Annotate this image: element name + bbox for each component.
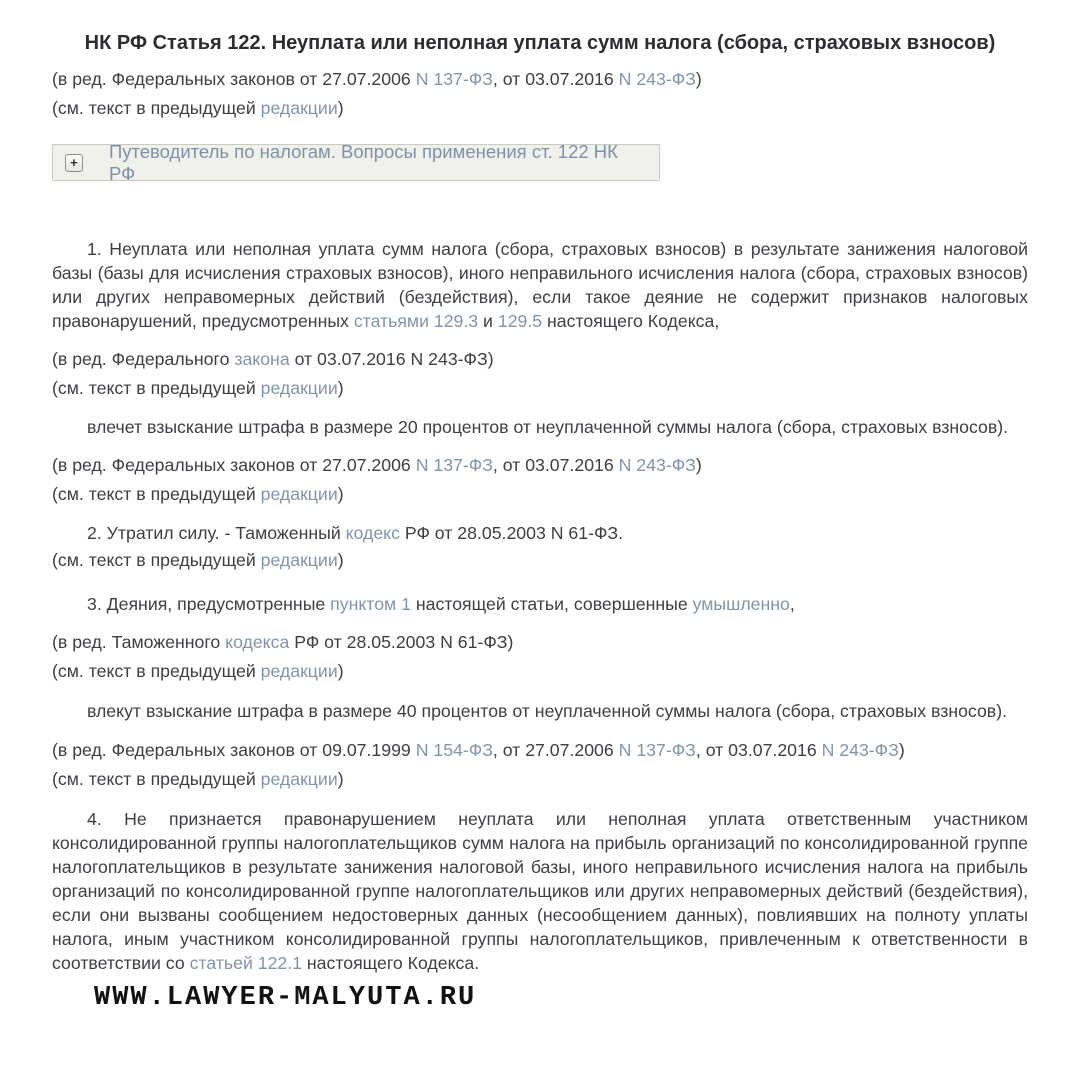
- text-segment: ): [695, 69, 702, 89]
- article-paragraph-3: [52, 592, 1028, 616]
- text-segment: ): [337, 378, 344, 398]
- inline-link[interactable]: редакции: [260, 550, 338, 570]
- text-segment: (см. текст в предыдущей: [52, 484, 261, 504]
- text-segment: РФ от 28.05.2003 N 61-ФЗ): [289, 632, 514, 652]
- inline-link[interactable]: кодекса: [225, 632, 290, 652]
- inline-link[interactable]: N 243-ФЗ: [618, 455, 696, 475]
- text-segment: 4. Не признается правонарушением неуплата или неполная уплата ответственным участником консолидированной группы налогоплательщиков сумм налога на прибыль организаций по консолидированной группе налогоплательщиков в результате занижения налоговой базы, иного неправильного исчисления налога на прибыль организаций по консолидированной группе налогоплательщиков или других неправомерных действий (бездействия), если они вызваны сообщением недостоверных данных (несообщением данных), повлиявших на полноту уплаты налога, иным участником консолидированной группы налогоплательщиков, привлеченным к ответственности в соответствии со: [52, 809, 1028, 973]
- inline-link[interactable]: закона: [234, 349, 290, 369]
- text-segment: ): [337, 661, 344, 681]
- text-segment: (в ред. Федеральных законов от 27.07.2006: [52, 69, 416, 89]
- text-segment: ): [337, 550, 344, 570]
- text-segment: 3. Деяния, предусмотренные: [87, 594, 331, 614]
- text-segment: ): [898, 740, 905, 760]
- text-segment: 2. Утратил силу. - Таможенный: [87, 523, 346, 543]
- amendment-note: [52, 66, 1028, 93]
- inline-link[interactable]: N 137-ФЗ: [415, 455, 493, 475]
- text-segment: (см. текст в предыдущей: [52, 661, 261, 681]
- text-segment: (см. текст в предыдущей: [52, 98, 261, 118]
- inline-link[interactable]: статьями 129.3: [353, 311, 479, 331]
- inline-link[interactable]: N 137-ФЗ: [415, 69, 493, 89]
- penalty-20-percent-paragraph: [52, 415, 1028, 439]
- inline-link[interactable]: 129.5: [497, 311, 543, 331]
- text-segment: ,: [789, 594, 795, 614]
- previous-edition-note: [52, 375, 1028, 402]
- inline-link[interactable]: редакции: [260, 484, 338, 504]
- penalty-40-percent-paragraph: [52, 699, 1028, 723]
- watermark: WWW.LAWYER-MALYUTA.RU: [94, 983, 477, 1013]
- article-paragraph-1: [52, 237, 1028, 333]
- text-segment: , от 03.07.2016: [492, 69, 619, 89]
- previous-edition-note: [52, 481, 1028, 508]
- amendment-note: [52, 629, 1028, 656]
- text-segment: ): [337, 484, 344, 504]
- text-segment: (см. текст в предыдущей: [52, 769, 261, 789]
- inline-link[interactable]: пунктом 1: [330, 594, 411, 614]
- text-segment: (см. текст в предыдущей: [52, 378, 261, 398]
- previous-edition-note: [52, 658, 1028, 685]
- text-segment: РФ от 28.05.2003 N 61-ФЗ.: [399, 523, 624, 543]
- text-segment: влечет взыскание штрафа в размере 20 процентов от неуплаченной суммы налога (сбора, страховых взносов).: [87, 417, 1009, 437]
- text-segment: (см. текст в предыдущей: [52, 550, 261, 570]
- text-segment: настоящего Кодекса.: [302, 953, 480, 973]
- amendment-note: [52, 346, 1028, 373]
- text-segment: , от 03.07.2016: [695, 740, 822, 760]
- text-segment: ): [337, 98, 344, 118]
- inline-link[interactable]: N 137-ФЗ: [618, 740, 696, 760]
- amendment-note: [52, 737, 1028, 764]
- text-segment: от 03.07.2016 N 243-ФЗ): [289, 349, 494, 369]
- text-segment: ): [695, 455, 702, 475]
- text-segment: (в ред. Федеральных законов от 27.07.2006: [52, 455, 416, 475]
- previous-edition-note: [52, 547, 1028, 574]
- text-segment: , от 03.07.2016: [492, 455, 619, 475]
- text-segment: настоящей статьи, совершенные: [410, 594, 693, 614]
- article-body: [52, 237, 1028, 975]
- inline-link[interactable]: N 154-ФЗ: [415, 740, 493, 760]
- text-segment: и: [478, 311, 498, 331]
- amendment-note: [52, 452, 1028, 479]
- text-segment: (в ред. Таможенного: [52, 632, 226, 652]
- inline-link[interactable]: редакции: [260, 769, 338, 789]
- inline-link[interactable]: редакции: [260, 98, 338, 118]
- inline-link[interactable]: кодекс: [345, 523, 400, 543]
- text-segment: ): [337, 769, 344, 789]
- article-header: [52, 66, 1028, 122]
- inline-link[interactable]: N 243-ФЗ: [618, 69, 696, 89]
- article-title: НК РФ Статья 122. Неуплата или неполная уплата сумм налога (сбора, страховых взносов): [84, 32, 996, 54]
- article-paragraph-4: [52, 807, 1028, 975]
- previous-edition-note: [52, 95, 1028, 122]
- tax-guide-link[interactable]: Путеводитель по налогам. Вопросы применения ст. 122 НК РФ: [108, 140, 618, 184]
- guide-box: [52, 140, 660, 184]
- expand-plus-icon[interactable]: +: [65, 154, 83, 172]
- text-segment: 1. Неуплата или неполная уплата сумм налога (сбора, страховых взносов) в результате занижения налоговой базы (базы для исчисления страховых взносов), иного неправильного исчисления налога (сбора, страховых взносов) или других неправомерных действий (бездействия), если такое деяние не содержит признаков налоговых правонарушений, предусмотренных: [52, 239, 1028, 331]
- inline-link[interactable]: редакции: [260, 378, 338, 398]
- text-segment: (в ред. Федеральных законов от 09.07.1999: [52, 740, 416, 760]
- inline-link[interactable]: статьей 122.1: [189, 953, 302, 973]
- text-segment: (в ред. Федерального: [52, 349, 235, 369]
- text-segment: влекут взыскание штрафа в размере 40 процентов от неуплаченной суммы налога (сбора, страховых взносов).: [87, 701, 1007, 721]
- previous-edition-note: [52, 766, 1028, 793]
- inline-link[interactable]: умышленно: [692, 594, 790, 614]
- inline-link[interactable]: N 243-ФЗ: [821, 740, 899, 760]
- article-paragraph-2: [52, 521, 1028, 545]
- text-segment: настоящего Кодекса,: [542, 311, 720, 331]
- text-segment: , от 27.07.2006: [492, 740, 619, 760]
- inline-link[interactable]: редакции: [260, 661, 338, 681]
